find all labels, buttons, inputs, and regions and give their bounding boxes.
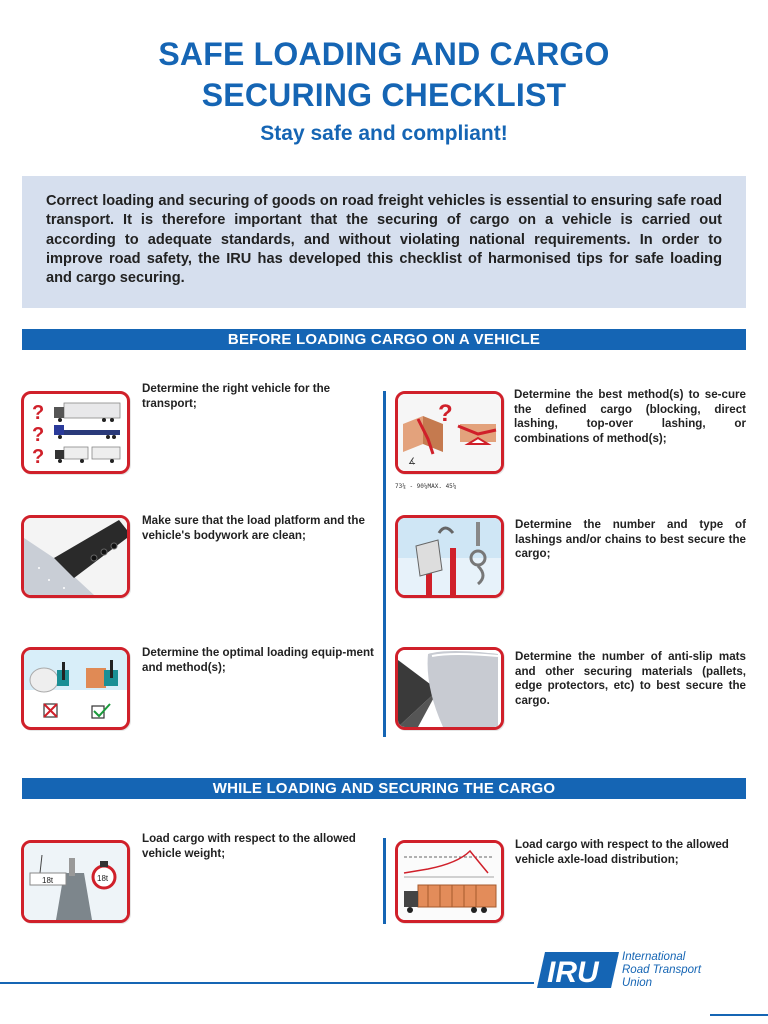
checklist-item-text: Determine the number and type of lashings and/or chains to best secure the cargo; [515, 518, 746, 560]
weight-limit-icon [21, 840, 130, 923]
checklist-item-text: Load cargo with respect to the allowed vehicle axle-load distribution; [515, 838, 729, 866]
svg-text:?: ? [32, 424, 45, 446]
securing-method-icon [395, 391, 504, 474]
intro-box [22, 176, 746, 308]
axle-load-icon [395, 840, 504, 923]
column-divider [383, 838, 386, 924]
org-name-line: International [622, 951, 686, 963]
weight-sign-text: 18t [97, 874, 109, 883]
page-title-line-1: SAFE LOADING AND CARGO [158, 36, 610, 72]
forklift-icon [21, 647, 130, 730]
checklist-item-text: Determine the best method(s) to se-cure the defined cargo (blocking, direct lashing, top-over lashing, or combinations of method(s); [514, 388, 746, 445]
page-subtitle: Stay safe and compliant! [260, 122, 508, 145]
organization-name [622, 951, 701, 989]
intro-text: Correct loading and securing of goods on road freight vehicles is essential to ensuring safe road transport. It is therefore important that the securing of cargo on a vehicle is carried out according to adequate standards, and without violating national requirements. In order to improve road safety, the IRU has developed this checklist of harmonised tips for safe loading and cargo securing. [46, 193, 722, 287]
org-name-line: Union [622, 976, 653, 989]
svg-text:?: ? [32, 446, 45, 468]
anti-slip-mat-icon [395, 647, 504, 730]
org-name-line: Road Transport [622, 963, 702, 976]
svg-text:∡: ∡ [408, 456, 417, 466]
footer-rule [710, 1014, 768, 1016]
lashing-icon [395, 515, 504, 598]
column-divider [383, 391, 386, 737]
checklist-item-text: Make sure that the load platform and the vehicle's bodywork are clean; [142, 514, 365, 542]
svg-text:?: ? [32, 402, 45, 424]
page-title-line-2: SECURING CHECKLIST [201, 77, 567, 113]
section-heading-before-loading: BEFORE LOADING CARGO ON A VEHICLE [22, 329, 746, 350]
checklist-item-text: Determine the number of anti-slip mats and other securing materials (pallets, edge protectors, etc) to best secure the cargo. [515, 650, 746, 707]
load-platform-icon [21, 515, 130, 598]
svg-text:?: ? [438, 400, 453, 427]
checklist-item-text: Load cargo with respect to the allowed vehicle weight; [142, 832, 356, 860]
checklist-item-text: Determine the optimal loading equip-ment and method(s); [142, 646, 374, 674]
iru-logo-text: IRU [547, 956, 599, 988]
angle-note: 73¼ - 90¼MAX. 45¼ [395, 483, 457, 490]
vehicle-choice-icon [21, 391, 130, 474]
checklist-item-text: Determine the right vehicle for the transport; [142, 382, 331, 410]
footer-rule [0, 982, 534, 984]
iru-logo [537, 952, 619, 988]
section-heading-while-loading: WHILE LOADING AND SECURING THE CARGO [22, 778, 746, 799]
weight-sign-text: 18t [42, 876, 54, 885]
